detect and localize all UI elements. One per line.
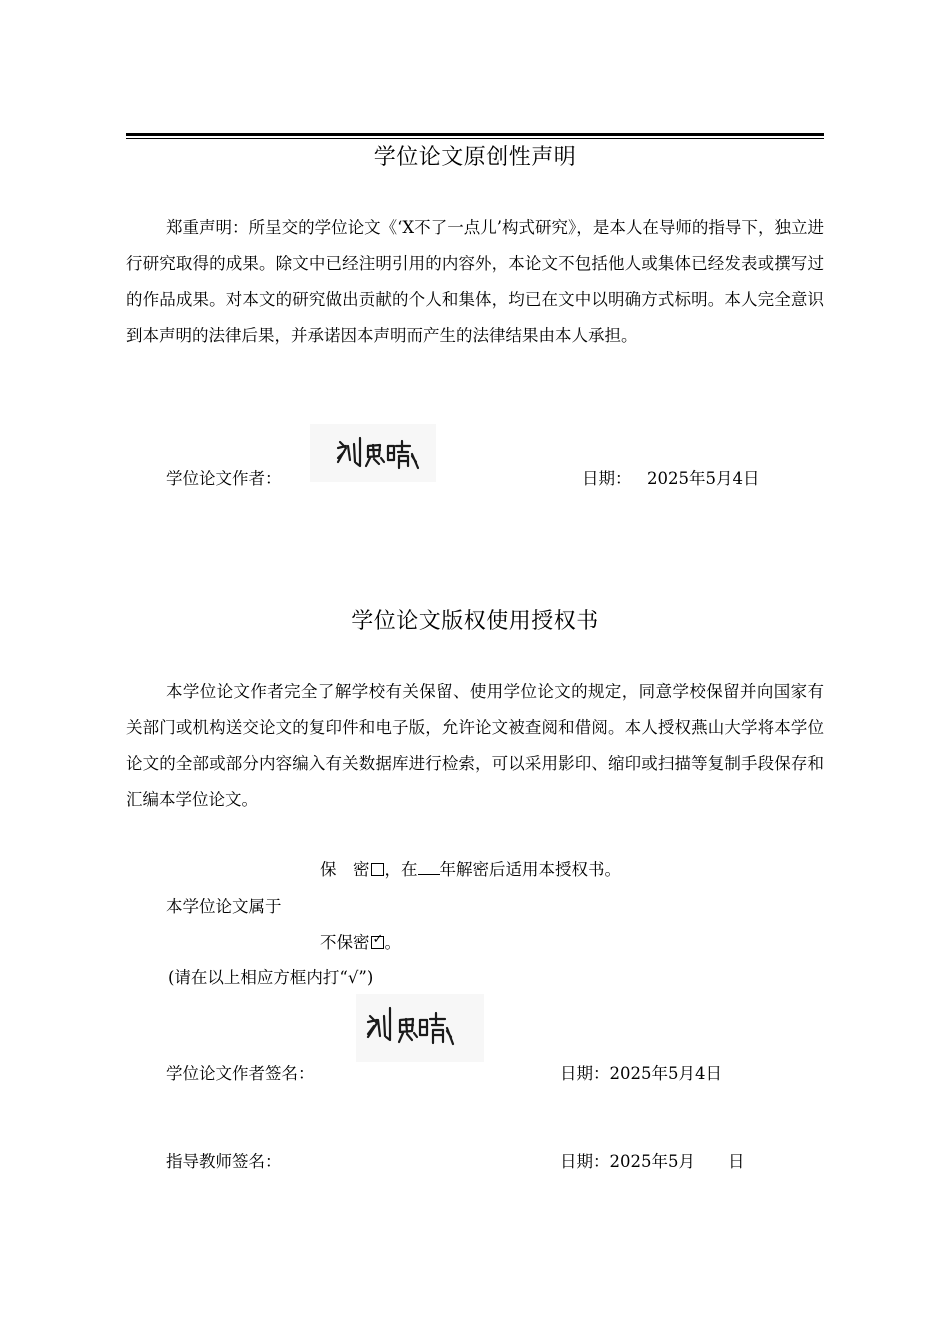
declaration-date-label: 日期：: [582, 469, 632, 488]
declaration-title: 学位论文原创性声明: [373, 145, 577, 170]
author-sign-date: 日期：2025年5月4日: [560, 1064, 722, 1083]
advisor-sign-date: 日期：2025年5月 日: [560, 1152, 745, 1171]
top-rule-thin: [126, 138, 824, 139]
advisor-sign-label: 指导教师签名：: [166, 1152, 282, 1171]
signature-image-2: [356, 994, 484, 1062]
declaration-date-value: 2025年5月4日: [647, 469, 760, 488]
secret-after-box: ，在: [384, 860, 418, 879]
check-mark-icon: ✓: [372, 932, 384, 947]
check-instruction: (请在以上相应方框内打“√”): [168, 968, 374, 987]
secret-tail: 年解密后适用本授权书。: [439, 860, 621, 879]
secret-checkbox[interactable]: [371, 863, 384, 876]
authorization-author-signature: [356, 994, 484, 1062]
secret-line: [320, 858, 621, 882]
not-secret-label: 不保密: [320, 933, 370, 952]
authorization-title: 学位论文版权使用授权书: [351, 609, 599, 634]
declaration-author-signature: [310, 424, 436, 482]
declaration-author-label: 学位论文作者：: [166, 469, 282, 488]
not-secret-line: [320, 931, 401, 955]
not-secret-tail: 。: [384, 933, 401, 952]
signature-image: [310, 424, 436, 482]
top-rule-thick: [126, 133, 824, 136]
belongs-label: 本学位论文属于: [166, 897, 282, 916]
declaration-body: 郑重声明：所呈交的学位论文《‘X不了一点儿’构式研究》，是本人在导师的指导下，独立进行研究取得的成果。除文中已经注明引用的内容外，本论文不包括他人或集体已经发表或撰写过的作品成果。对本文的研究做出贡献的个人和集体，均已在文中以明确方式标明。本人完全意识到本声明的法律后果，并承诺因本声明而产生的法律结果由本人承担。: [126, 218, 824, 345]
not-secret-checkbox[interactable]: [371, 932, 384, 949]
secret-label: 保 密: [320, 860, 370, 879]
authorization-body: 本学位论文作者完全了解学校有关保留、使用学位论文的规定，同意学校保留并向国家有关部门或机构送交论文的复印件和电子版，允许论文被查阅和借阅。本人授权燕山大学将本学位论文的全部或部分内容编入有关数据库进行检索，可以采用影印、缩印或扫描等复制手段保存和汇编本学位论文。: [126, 682, 824, 809]
author-sign-label: 学位论文作者签名：: [166, 1064, 315, 1083]
secret-years-blank: [418, 858, 440, 875]
